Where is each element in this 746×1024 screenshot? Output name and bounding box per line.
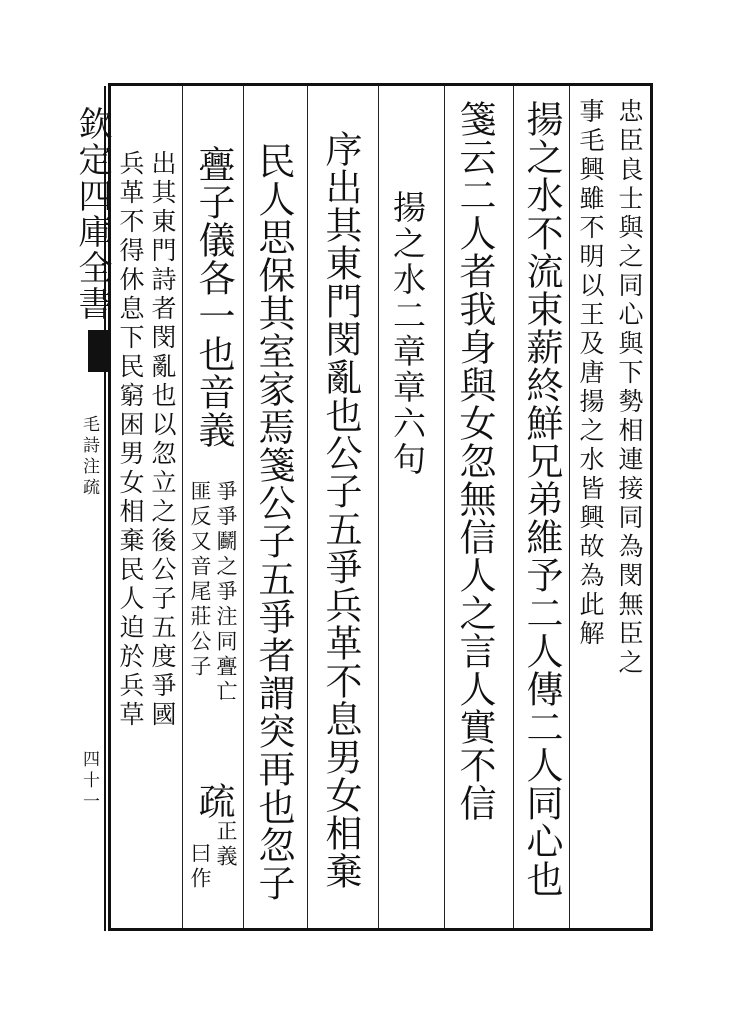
- text-column: 疏: [192, 782, 235, 820]
- annotation-right: 爭爭鬬之爭注同亹亡: [214, 480, 238, 705]
- text-column: 序出其東門閔亂也公子五爭兵革不息男女相棄: [319, 130, 362, 890]
- gutter-rule: [104, 86, 106, 931]
- book-title: 毛詩注疏: [79, 415, 99, 499]
- fishtail-mark: [88, 330, 108, 372]
- column-rule: [307, 86, 308, 928]
- page-number: 四十一: [79, 750, 99, 813]
- column-rule: [569, 86, 570, 928]
- text-column: 揚之水不流束薪終鮮兄弟維予二人傳二人同心也: [520, 100, 563, 898]
- header-title: 欽定四庫全書: [72, 106, 112, 322]
- column-rule: [243, 86, 244, 928]
- text-column: 出其東門詩者閔亂也以忽立之後公子五度爭國: [148, 150, 177, 730]
- annotation-right: 正義: [214, 820, 238, 870]
- column-rule: [182, 86, 183, 928]
- annotation-left: 匪反又音尾莊公子: [188, 480, 212, 680]
- text-column: 揚之水二章章六句: [388, 190, 427, 478]
- text-column: 亹子儀各一也音義: [192, 145, 235, 449]
- column-rule: [444, 86, 445, 928]
- text-column: 民人思保其室家焉箋公子五爭者謂突再也忽子: [252, 142, 295, 902]
- column-rule: [513, 86, 514, 928]
- text-column: 事毛興雖不明以王及唐揚之水皆興故為此解: [576, 98, 605, 649]
- text-column: 箋云二人者我身與女忽無信人之言人實不信: [453, 100, 496, 822]
- annotation-left: 曰作: [188, 842, 212, 892]
- text-column: 忠臣良士與之同心與下勢相連接同為閔無臣之: [615, 98, 644, 678]
- column-rule: [378, 86, 379, 928]
- text-column: 兵革不得休息下民窮困男女相棄民人迫於兵草: [116, 150, 145, 730]
